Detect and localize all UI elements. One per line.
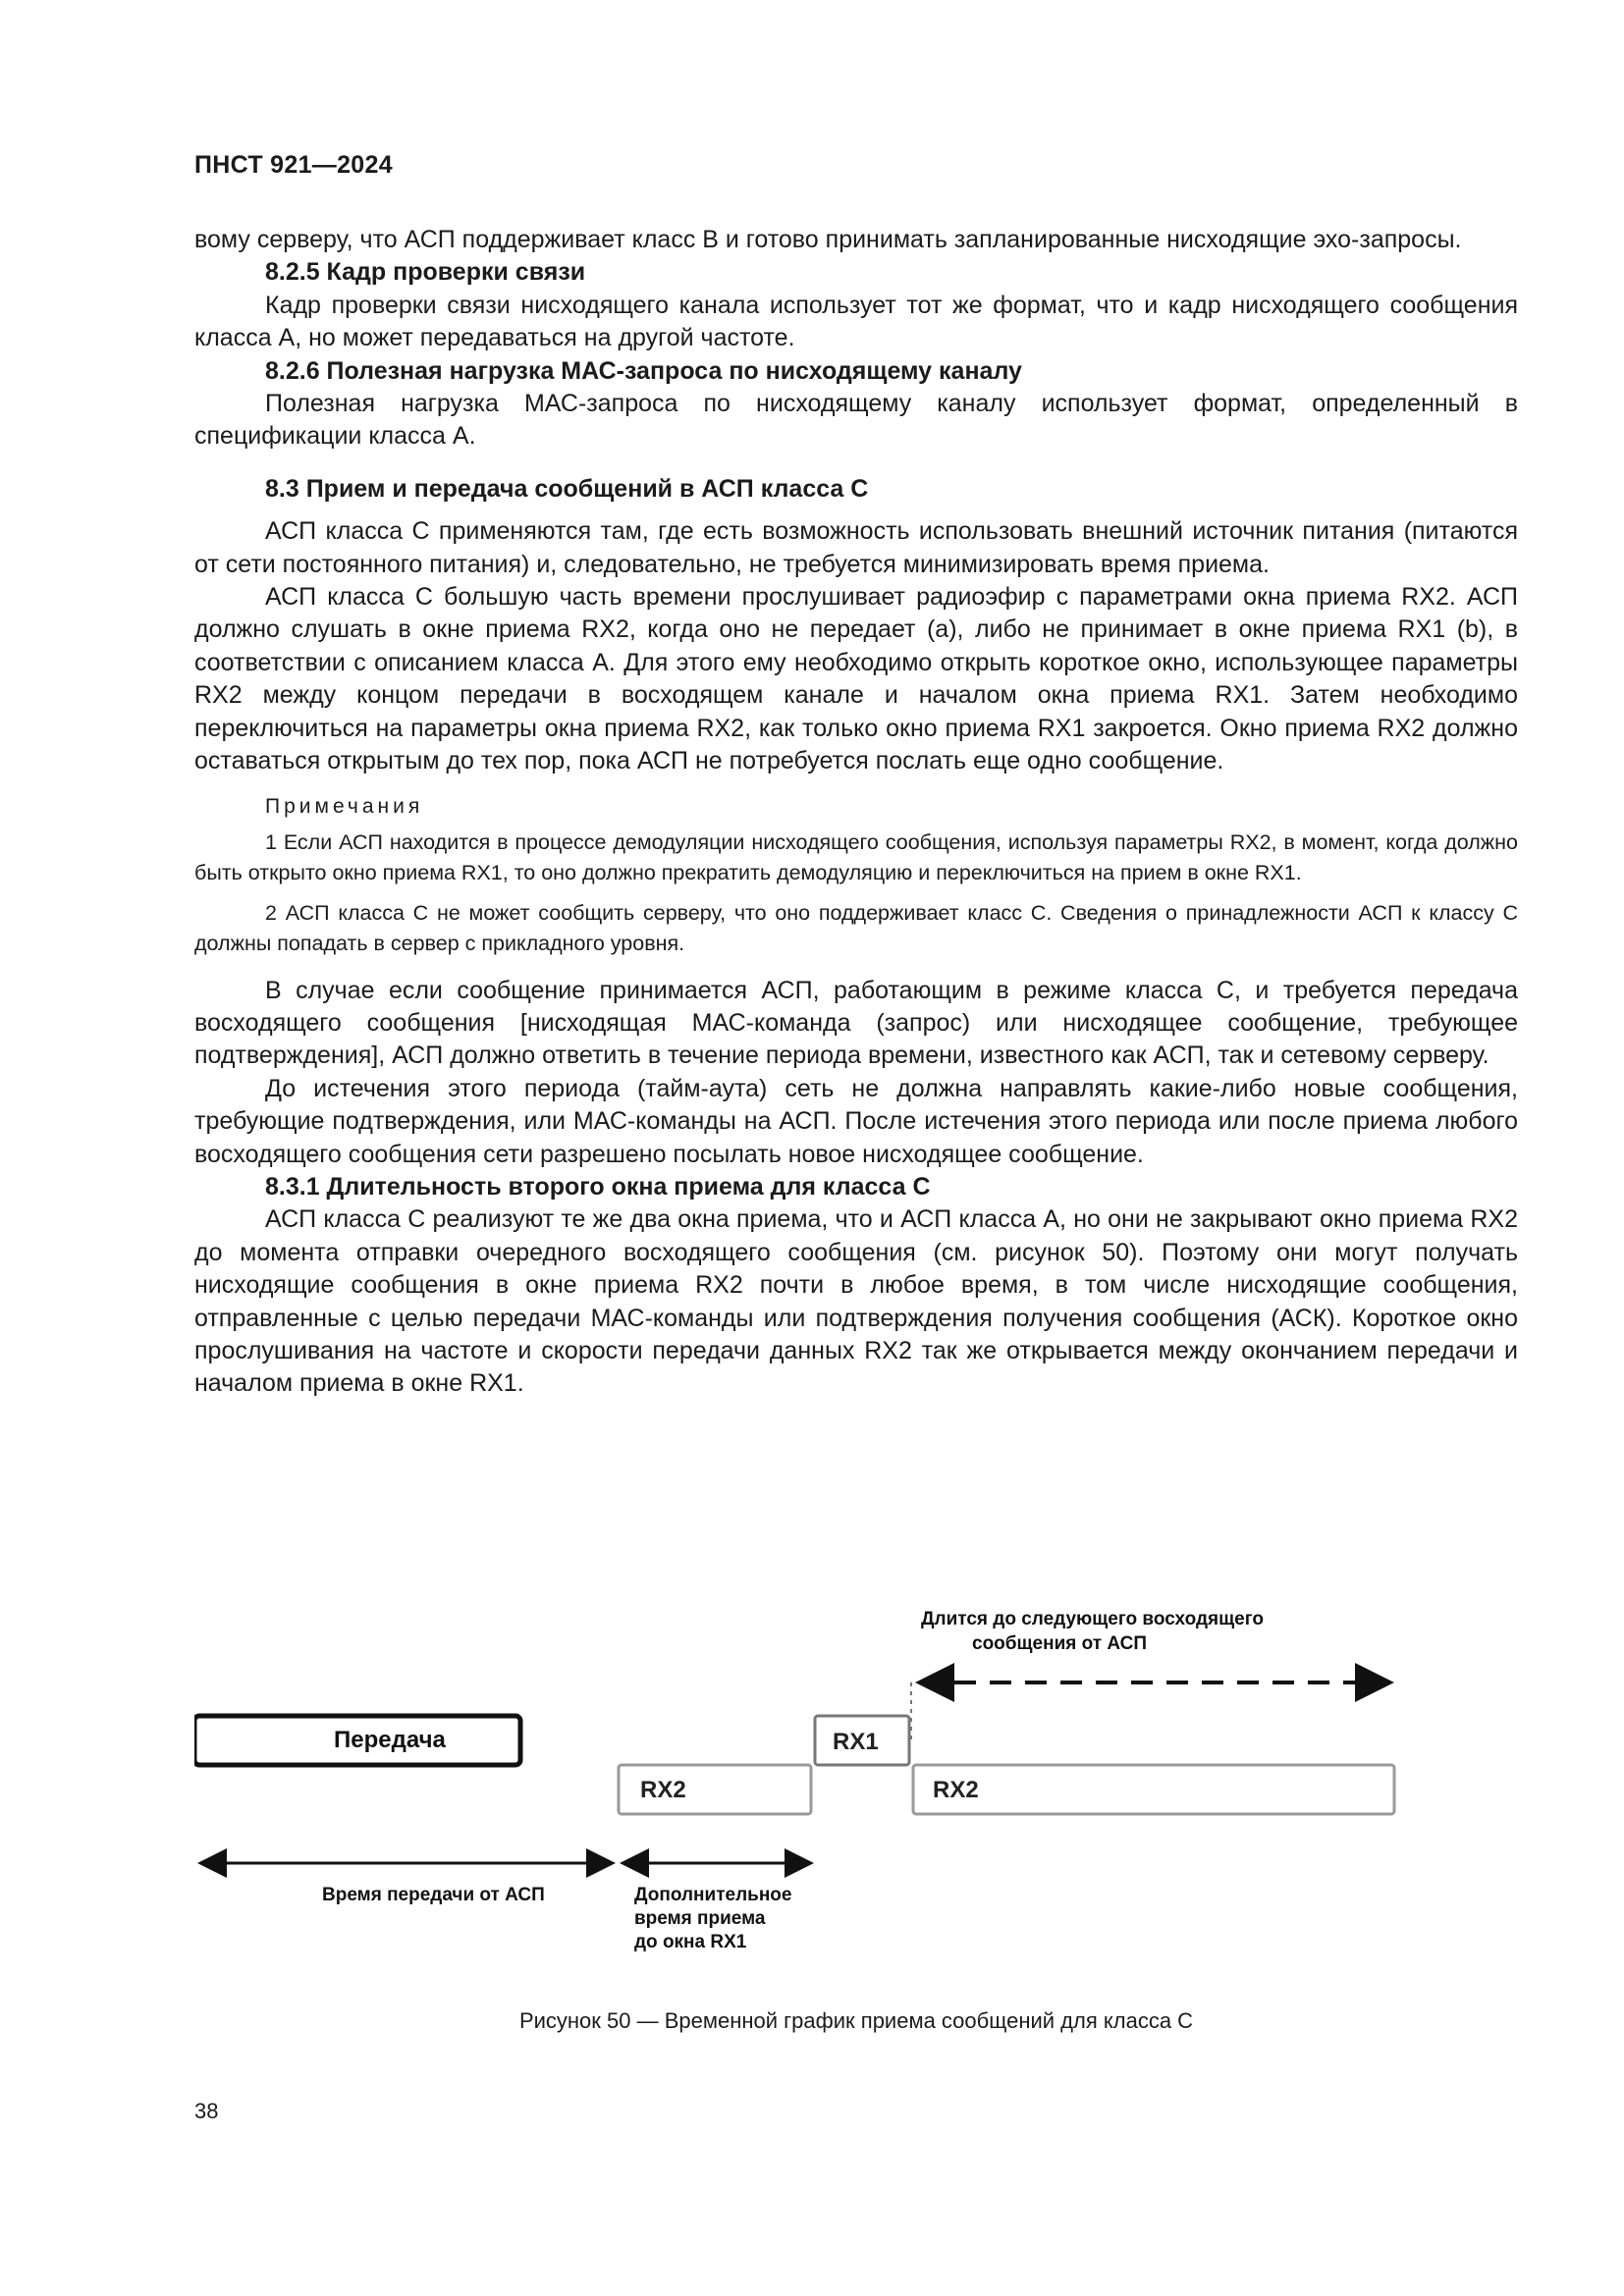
paragraph-continuation: вому серверу, что АСП поддерживает класс В и готово принимать запланированные нисходящие эхо-запросы. [194, 226, 1462, 253]
timing-diagram [194, 1600, 1518, 2012]
paragraph-8-3-d: До истечения этого периода (тайм-аута) сеть не должна направлять какие-либо новые сообщения, требующие подтверждения, или МАС-команды на АСП. После истечения этого периода или после приема любого восходящего сообщения сети разрешено посылать новое нисходящее сообщение. [194, 1074, 1518, 1168]
paragraph-8-3-c: В случае если сообщение принимается АСП, работающим в режиме класса С, и требуется передача восходящего сообщения [нисходящая МАС-команда (запрос) или нисходящее сообщение, требующее подтверждения], АСП должно ответить в течение периода времени, известного как АСП, так и сетевому серверу. [194, 976, 1518, 1070]
extra-time-label-3: до окна RX1 [634, 1932, 747, 1952]
document-body [194, 224, 1518, 1401]
transmission-label: Передача [334, 1727, 446, 1753]
paragraph-8-3-b: АСП класса С большую часть времени прослушивает радиоэфир с параметрами окна приема RX2. АСП должно слушать в окне приема RX2, когда оно не передает (a), либо не принимает в окне приема RX1 (b), в соответствии с описанием класса А. Для этого ему необходимо открыть короткое окно, использующее параметры RX2 между концом передачи в восходящем канале и началом окна приема RX1. Затем необходимо переключиться на параметры окна приема RX2, как только окно приема RX1 закроется. Окно приема RX2 должно оставаться открытым до тех пор, пока АСП не потребуется послать еще одно сообщение. [194, 583, 1518, 775]
heading-8-2-5: 8.2.5 Кадр проверки связи [265, 258, 586, 287]
rx2-short-label: RX2 [640, 1777, 686, 1803]
lasts-label-line1: Длится до следующего восходящего [921, 1609, 1264, 1629]
document-page [194, 0, 1518, 2296]
lasts-label-line2: сообщения от АСП [972, 1633, 1147, 1654]
tx-time-label: Время передачи от АСП [322, 1885, 545, 1905]
document-header: ПНСТ 921—2024 [194, 151, 393, 179]
heading-8-3: 8.3 Прием и передача сообщений в АСП класса С [265, 474, 869, 503]
extra-time-label-1: Дополнительное [634, 1885, 792, 1905]
paragraph-8-3-1: АСП класса С реализуют те же два окна приема, что и АСП класса А, но они не закрывают окно приема RX2 до момента отправки очередного восходящего сообщения (см. рисунок 50). Поэтому они могут получать нисходящие сообщения в окне приема RX2 почти в любое время, в том числе нисходящие сообщения, отправленные с целью передачи МАС-команды или подтверждения получения сообщения (АСК). Короткое окно прослушивания на частоте и скорости передачи данных RX2 так же открывается между окончанием передачи и началом приема в окне RX1. [194, 1205, 1518, 1398]
paragraph-8-2-6: Полезная нагрузка МАС-запроса по нисходящему каналу использует формат, определенный в спецификации класса А. [194, 390, 1518, 451]
note-2: 2 АСП класса С не может сообщить серверу, что оно поддерживает класс С. Сведения о принадлежности АСП к классу С должны попадать в сервер с прикладного уровня. [194, 900, 1518, 955]
rx1-label: RX1 [833, 1729, 879, 1755]
paragraph-8-3-a: АСП класса С применяются там, где есть возможность использовать внешний источник питания (питаются от сети постоянного питания) и, следовательно, не требуется минимизировать время приема. [194, 517, 1518, 578]
paragraph-8-2-5: Кадр проверки связи нисходящего канала использует тот же формат, что и кадр нисходящего сообщения класса А, но может передаваться на другой частоте. [194, 291, 1518, 352]
rx2-long-label: RX2 [933, 1777, 979, 1803]
page-number: 38 [194, 2099, 219, 2123]
heading-8-2-6: 8.2.6 Полезная нагрузка МАС-запроса по нисходящему каналу [265, 356, 1022, 385]
note-1: 1 Если АСП находится в процессе демодуляции нисходящего сообщения, используя параметры RX2, в момент, когда должно быть открыто окно приема RX1, то оно должно прекратить демодуляцию и переключиться на прием в окне RX1. [194, 829, 1518, 884]
figure-50 [194, 1600, 1518, 2032]
notes-title: Примечания [265, 794, 424, 818]
rx2-long-box [913, 1765, 1394, 1814]
figure-caption: Рисунок 50 — Временной график приема сообщений для класса С [518, 2008, 1194, 2033]
extra-time-label-2: время приема [634, 1908, 766, 1929]
heading-8-3-1: 8.3.1 Длительность второго окна приема для класса С [265, 1172, 931, 1201]
